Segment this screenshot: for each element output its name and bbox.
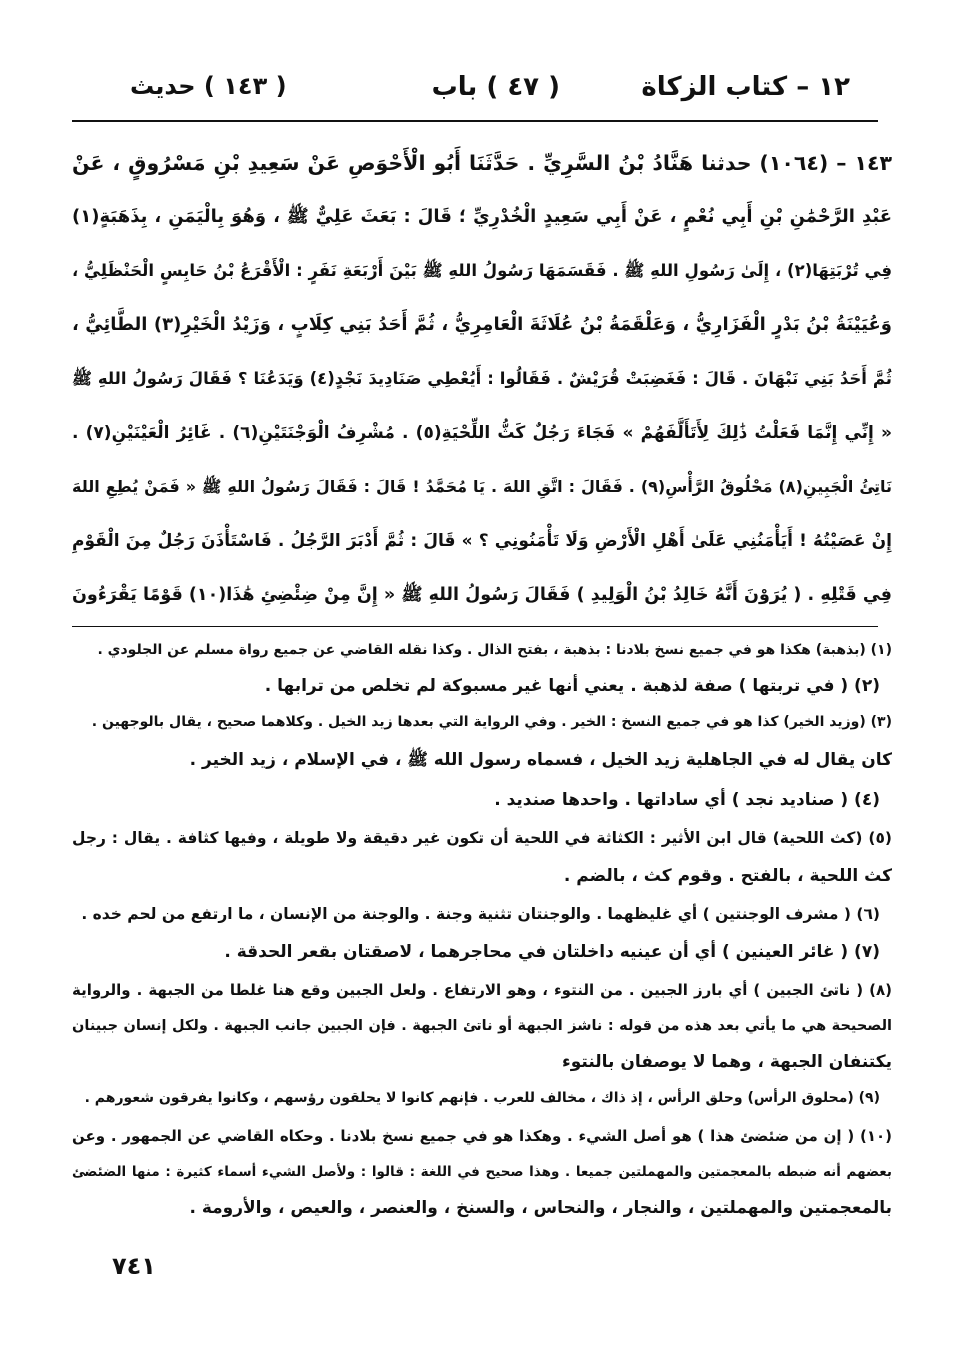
footnotes xyxy=(72,632,892,1232)
footnote-line: (٤) ( صناديد نجد ) أي ساداتها . واحدها صنديد . xyxy=(494,790,880,810)
footnote-line: كث اللحية ، بالفتح . وقوم كث ، بالضم . xyxy=(563,866,892,886)
footnote-line: يكتنفان الجبهة ، وهما لا يوصفان بالنتوء xyxy=(562,1052,892,1072)
text-line: ثُمَّ أَحَدُ بَنِي نَبْهَانَ . قَالَ : فَغَضِبَتْ قُرَيْشٌ . فَقَالُوا : أَيُعْطِي صَنَادِيدَ نَجْدٍ(٤) وَيَدَعُنَا ؟ فَقَالَ رَسُولُ اللهِ ﷺ xyxy=(72,369,892,388)
chapter-title: ( ٤٧ ) باب xyxy=(431,72,560,102)
footnote-line: (٢) ( في تربتها ) صفة لذهبة . يعني أنها غير مسبوكة لم تخلص من ترابها . xyxy=(264,676,880,696)
text-line: إِنْ عَصَيْتُهُ ! أَيَأْمَنُنِي عَلَىٰ أَهْلِ الْأَرْضِ وَلَا تَأْمَنُونِي ؟ » قَالَ : ثُمَّ أَدْبَرَ الرَّجُلُ . فَاسْتَأْذَنَ رَجُلٌ مِنَ الْقَوْمِ xyxy=(72,531,892,551)
header-divider xyxy=(72,120,878,122)
book-title: ١٢ – كتاب الزكاة xyxy=(641,72,850,102)
footnotes-divider xyxy=(72,626,878,627)
footnote-line: (٦) ( مشرف الوجنتين ) أي غليظهما . والوجنتان تثنية وجنة . والوجنة من الإنسان ، ما ارتفع من لحم خده . xyxy=(81,905,880,923)
footnote-line: (٧) ( غائر العينين ) أي أن عينيه داخلتان في محاجرهما ، لاصقتان بقعر الحدقة . xyxy=(224,942,880,962)
hadith-text xyxy=(72,136,892,622)
footnote-line: (١) (بذهبة) هكذا هو في جميع نسخ بلادنا : بذهبة ، بفتح الذال . وكذا نقله القاضي عن جميع رواة مسلم عن الجلودي . xyxy=(97,642,892,658)
hadith-number: ( ١٤٣ ) حديث xyxy=(130,72,287,100)
footnote-line: كان يقال له في الجاهلية زيد الخيل ، فسماه رسول الله ﷺ ، في الإسلام ، زيد الخير . xyxy=(189,750,892,770)
footnote-line: (١٠) ( إن من ضئضئ هذا ) هو أصل الشيء . وهكذا هو في جميع نسخ بلادنا . وحكاه القاضي عن الجمهور . وعن xyxy=(72,1127,892,1145)
text-line: « إِنِّي إِنَّمَا فَعَلْتُ ذَٰلِكَ لِأَتَأَلَّفَهُمْ » فَجَاءَ رَجُلٌ كَثُّ اللِّحْيَةِ(٥) . مُشْرِفُ الْوَجْنَتَيْنِ(٦) . غَائِرُ الْعَيْنَيْنِ(٧) . xyxy=(72,423,892,443)
footnote-line: (٥) (كث اللحية) قال ابن الأثير : الكثاثة في اللحية أن تكون غير دقيقة ولا طويلة ، وفيها كثافة . يقال : رجل xyxy=(72,829,892,847)
footnote-line: بعضهم أنه ضبطه بالمعجمتين والمهملتين جميعا . وهذا صحيح في اللغة : قالوا : ولأصل الشيء أسماء كثيرة : منها الضئضئ xyxy=(72,1164,892,1180)
text-line: فِي تُرْبَتِهَا(٢) ، إِلَىٰ رَسُولِ اللهِ ﷺ . فَقَسَمَهَا رَسُولُ اللهِ ﷺ بَيْنَ أَرْبَعَةِ نَفَرٍ : الْأَقْرَعُ بْنُ حَابِسٍ الْحَنْظَلِيُّ ، xyxy=(72,261,892,280)
footnote-line: بالمعجمتين والمهملتين ، والنجار ، والنحاس ، والسنخ ، والعنصر ، والعيص ، والأرومة . xyxy=(189,1198,892,1218)
text-line: عَبْدِ الرَّحْمَٰنِ بْنِ أَبِي نُعْمٍ ، عَنْ أَبِي سَعِيدٍ الْخُدْرِيِّ ؛ قَالَ : بَعَثَ عَلِيٌّ ﷺ ، وَهُوَ بِالْيَمَنِ ، بِذَهَبَةٍ(١) xyxy=(72,206,892,227)
text-line: نَاتِئُ الْجَبِينِ(٨) مَحْلُوقُ الرَّأْسِ(٩) . فَقَالَ : اتَّقِ اللهَ . يَا مُحَمَّدُ ! قَالَ : فَقَالَ رَسُولُ اللهِ ﷺ « فَمَنْ يُطِعِ اللهَ xyxy=(72,477,892,496)
text-line: وَعُيَيْنَةُ بْنُ بَدْرٍ الْفَزَارِيُّ ، وَعَلْقَمَةُ بْنُ عُلَاثَةَ الْعَامِرِيُّ ، ثُمَّ أَحَدُ بَنِي كِلَابٍ ، وَزَيْدُ الْخَيْرِ(٣) الطَّائِيُّ ، xyxy=(72,314,892,335)
footnote-line: (٣) (وزيد الخير) كذا هو في جميع النسخ : الخير . وفي الرواية التي بعدها زيد الخيل . وكلاهما صحيح ، يقال بالوجهين . xyxy=(91,714,892,730)
running-header xyxy=(130,72,850,116)
footnote-line: الصحيحة هي ما يأتي بعد هذه من قوله : ناشز الجبهة أو ناتئ الجبهة . فإن الجبين جانب الجبهة . ولكل إنسان جبينان xyxy=(72,1018,892,1034)
text-line: فِي قَتْلِهِ . ( يُرَوْنَ أَنَّهُ خَالِدُ بْنُ الْوَلِيدِ ) فَقَالَ رَسُولُ اللهِ ﷺ « إِنَّ مِنْ ضِئْضِئِ هَٰذَا(١٠) قَوْمًا يَقْرَءُونَ xyxy=(72,585,892,605)
page-number: ٧٤١ xyxy=(112,1252,156,1280)
text-line: ١٤٣ – (١٠٦٤) حدثنا هَنَّادُ بْنُ السَّرِيِّ . حَدَّثَنَا أَبُو الْأَحْوَصِ عَنْ سَعِيدِ بْنِ مَسْرُوقٍ ، عَنْ xyxy=(72,151,892,175)
footnote-line: (٩) (محلوق الرأس) وحلق الرأس ، إذ ذاك ، مخالف للعرب . فإنهم كانوا لا يحلقون رؤسهم ، وكانوا يفرقون شعورهم . xyxy=(84,1090,880,1106)
footnote-line: (٨) ( ناتئ الجبين ) أي بارز الجبين . من النتوء ، وهو الارتفاع . ولعل الجبين وقع هنا غلطا من الجبهة . والرواية xyxy=(72,981,892,999)
